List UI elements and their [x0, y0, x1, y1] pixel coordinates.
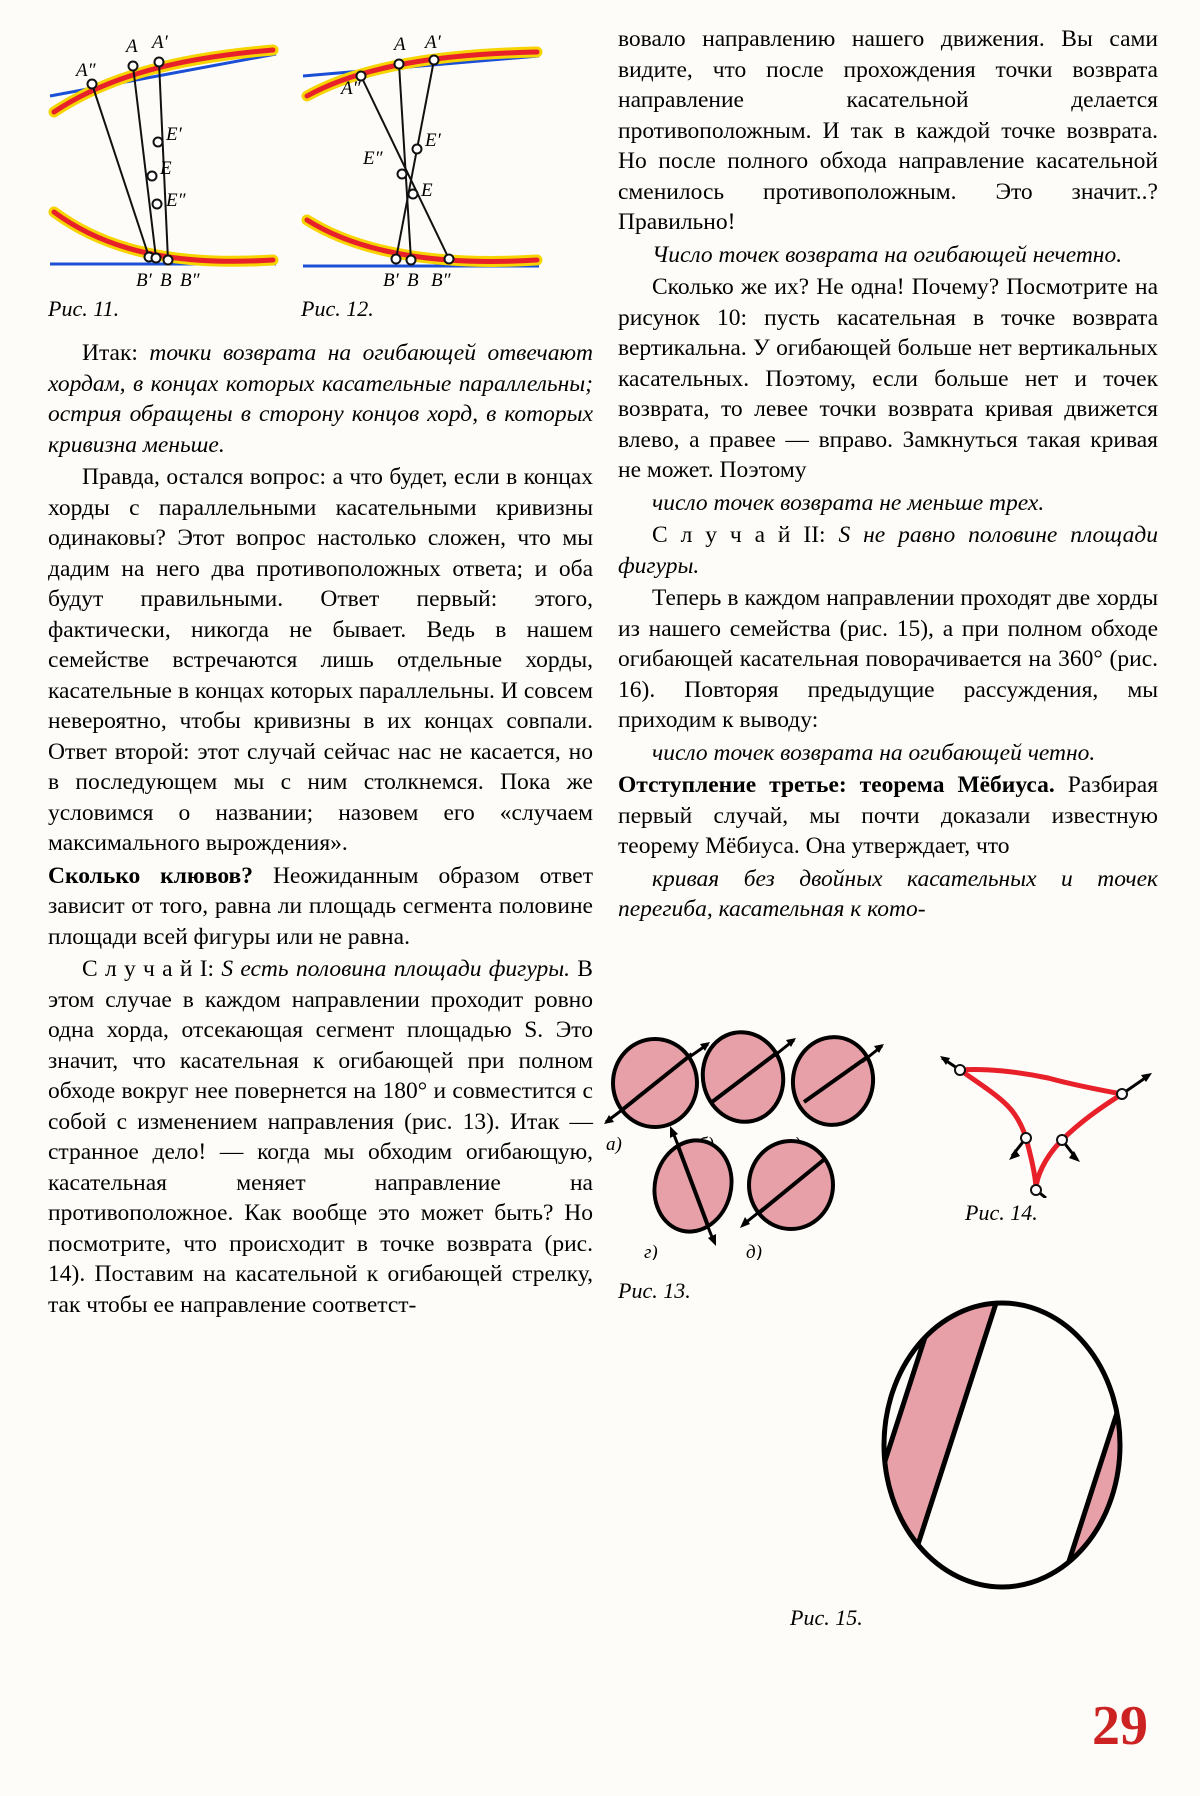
paragraph-chislo-nechetno: Число точек возврата на огибающей нечетно.: [652, 241, 1123, 268]
left-column: [48, 24, 593, 1320]
svg-text:A″: A″: [76, 60, 96, 81]
svg-text:E″: E″: [166, 190, 186, 211]
sluchai-2-label: С л у ч а й II:: [652, 522, 826, 548]
sluchai-2-italic: S не равно половине площади фигуры.: [618, 522, 1158, 579]
svg-text:B′: B′: [136, 270, 152, 291]
figure-12-caption: Рис. 12.: [301, 296, 374, 321]
paragraph-sluchai-2: [618, 520, 1158, 581]
fig13-label-a: а): [606, 1134, 622, 1155]
skolko-klyuvov-text: Неожиданным образом ответ зависит от того, равна ли площадь сегмента половине площади всей фигуры или не равна.: [48, 862, 593, 950]
svg-text:B″: B″: [431, 270, 451, 291]
paragraph-itak: [48, 338, 593, 460]
paragraph-ne-menshe-treh: число точек возврата не меньше трех.: [652, 489, 1045, 516]
sluchai-1-text: В этом случае в каждом направлении проходит ровно одна хорда, отсекающая сегмент площадью S. Это значит, что касательная к огибающей при полном обходе вокруг нее повернется на 180° и совместится с собой с изменением направления (рис. 13). Итак — странное дело! — когда мы обходим огибающую, касательная меняет направление на противоположное. Как вообще это может быть? Но посмотрите, что происходит в точке возврата (рис. 14). Поставим на касательной к огибающей стрелку, так чтобы ее направление соответст-: [48, 956, 593, 1318]
paragraph-chetno: число точек возврата на огибающей четно.: [652, 739, 1096, 766]
sluchai-1-italic: S есть половина площади фигуры.: [214, 956, 571, 982]
page-number: 29: [1092, 1695, 1148, 1757]
svg-text:E: E: [160, 158, 172, 179]
itak-lead: Итак:: [82, 340, 138, 366]
figure-13-graphic: [600, 1030, 920, 1260]
svg-text:B′: B′: [383, 270, 399, 291]
svg-text:E′: E′: [425, 130, 441, 151]
svg-text:B: B: [407, 270, 419, 291]
figure-14: [940, 1028, 1170, 1198]
svg-text:E″: E″: [363, 148, 383, 169]
svg-text:E: E: [421, 180, 433, 201]
paragraph-krivaya: кривая без двойных касательных и точек перегиба, касательная к кото-: [618, 865, 1158, 922]
figure-13-caption: Рис. 13.: [618, 1278, 691, 1303]
figure-13: [600, 1030, 920, 1260]
fig13-label-d: д): [746, 1242, 762, 1260]
otstuplenie-heading: Отступление третье: теорема Мёбиуса.: [618, 772, 1055, 798]
figure-11-12-graphic: [48, 24, 593, 294]
paragraph-pravda: Правда, остался вопрос: а что будет, если в концах хорды с параллельными касательными кривизны одинаковы? Этот вопрос настолько сложен, что мы дадим на него два противоположных ответа; и оба будут правильными. Ответ первый: этого, фактически, никогда не бывает. Ведь в нашем семействе встречаются лишь отдельные хорды, касательные в концах которых параллельны. И совсем невероятно, чтобы кривизны в их концах совпали. Ответ второй: этот случай сейчас нас не касается, но в последующем мы с ним столкнемся. Пока же условимся о названии; назовем его «случаем максимального вырождения».: [48, 464, 593, 856]
sluchai-1-label: С л у ч а й I:: [82, 956, 215, 982]
figure-11-caption: Рис. 11.: [48, 296, 120, 321]
right-column: [618, 24, 1158, 925]
fig13-label-g: г): [644, 1242, 658, 1260]
figure-15-caption: Рис. 15.: [790, 1605, 863, 1630]
svg-text:A′: A′: [152, 32, 168, 53]
svg-text:A″: A″: [341, 78, 361, 99]
paragraph-vovalo: вовало направлению нашего движения. Вы сами видите, что после прохождения точки возврата направление касательной делается противоположным. И так в каждой точке возврата. Но после полного обхода направление касательной сменилось противоположным. Это значит..? Правильно!: [618, 26, 1158, 235]
paragraph-teper: Теперь в каждом направлении проходят две хорды из нашего семейства (рис. 15), а при полном обходе огибающей касательная поворачивается на 360° (рис. 16). Повторяя предыдущие рассуждения, мы приходим к выводу:: [618, 585, 1158, 733]
paragraph-skolko-zhe-ih: Сколько же их? Не одна! Почему? Посмотрите на рисунок 10: пусть касательная в точке возврата вертикальна. У огибающей больше нет вертикальных касательных. Поэтому, если больше нет и точек возврата, то левее точки возврата кривая движется влево, а правее — вправо. Замкнуться такая кривая не может. Поэтому: [618, 274, 1158, 483]
svg-text:B″: B″: [180, 270, 200, 291]
svg-text:E′: E′: [166, 124, 182, 145]
itak-italic: точки возврата на огибающей отвечают хордам, в концах которых касательные параллельны; острия обращены в сторону концов хорд, в которых кривизна меньше.: [48, 340, 593, 458]
svg-text:B: B: [160, 270, 172, 291]
svg-text:A: A: [126, 36, 138, 57]
svg-text:A′: A′: [425, 32, 441, 53]
figure-row-11-12: [48, 24, 593, 324]
otstuplenie-text: Разбирая первый случай, мы почти доказали известную теорему Мёбиуса. Она утверждает, что: [618, 772, 1159, 859]
paragraph-skolko-klyuvov: [48, 861, 593, 953]
figure-15-graphic: [880, 1300, 1140, 1600]
paragraph-otstuplenie: [618, 770, 1158, 862]
skolko-klyuvov-heading: Сколько клювов?: [48, 862, 253, 889]
figure-14-graphic: [940, 1028, 1170, 1198]
paragraph-sluchai-1: [48, 954, 593, 1320]
figure-15: [880, 1300, 1140, 1600]
svg-text:A: A: [394, 34, 406, 55]
figure-14-caption: Рис. 14.: [965, 1200, 1038, 1225]
